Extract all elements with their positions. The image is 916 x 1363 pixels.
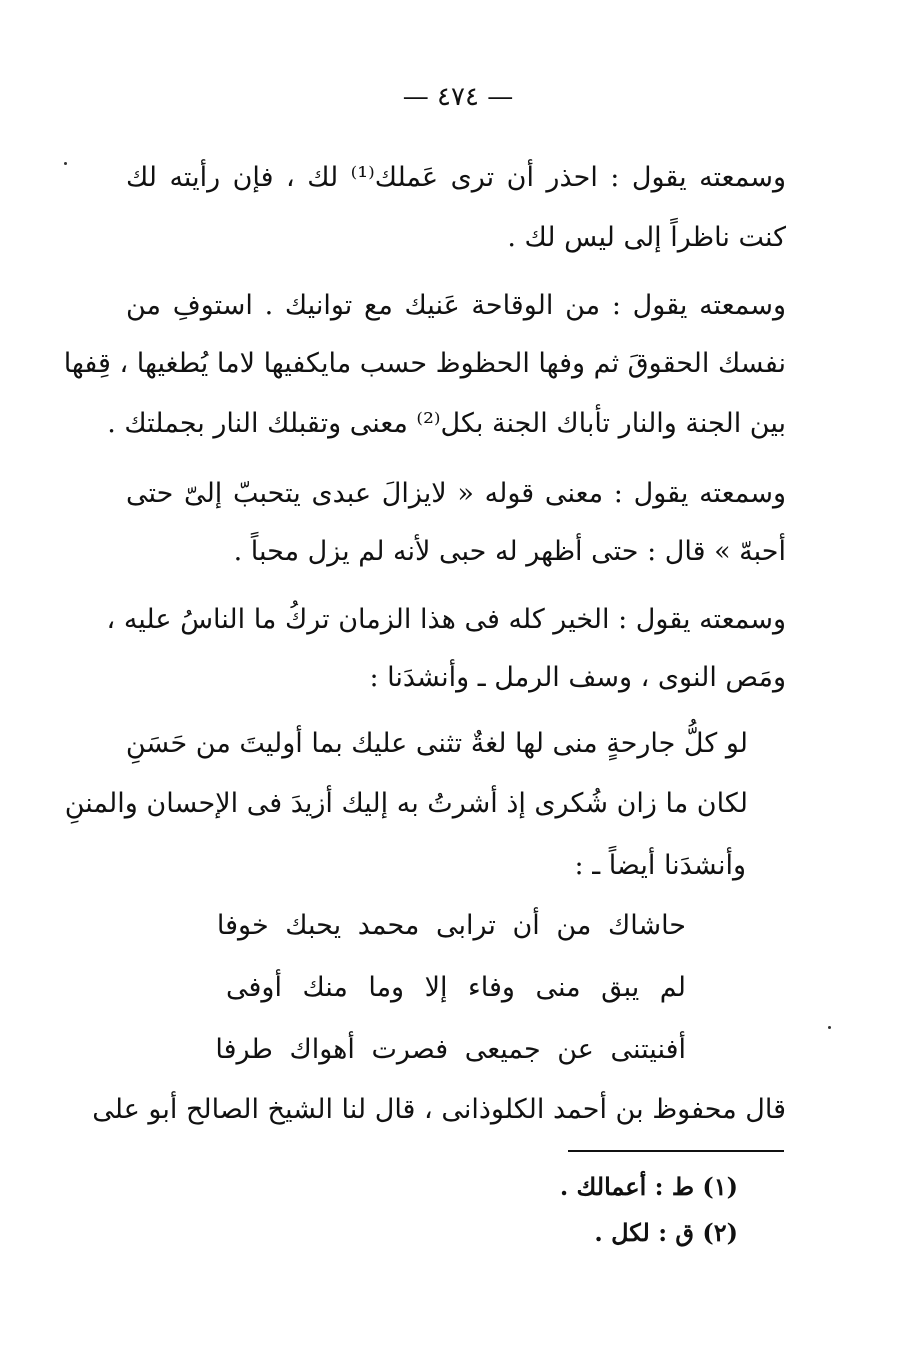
paper-speck bbox=[828, 1026, 831, 1029]
poem-verse-3: أفنيتنى عن جميعى فصرت أهواك طرفا bbox=[215, 1034, 686, 1065]
body-line-1: وسمعته يقول : احذر أن ترى عَملك⁽¹⁾ لك ، فإن رأيته لك bbox=[126, 162, 786, 193]
poem-verse-2: لم يبق منى وفاء إلا وما منك أوفى bbox=[226, 972, 686, 1003]
paper-speck bbox=[64, 162, 67, 165]
body-line-4: نفسك الحقوقَ ثم وفها الحظوظ حسب مايكفيها لاما يُطغيها ، قِفها bbox=[63, 348, 786, 379]
body-line-6: وسمعته يقول : معنى قوله « لايزالَ عبدى يتحببّ إلىّ حتى bbox=[126, 478, 786, 509]
footnote-1: (١) ط : أعمالك . bbox=[559, 1172, 738, 1201]
couplet-verse-2: لكان ما زان شُكرى إذ أشرتُ به إليك أزيدَ فى الإحسان والمننِ bbox=[64, 788, 748, 819]
footnote-2: (٢) ق : لكل . bbox=[594, 1218, 738, 1247]
body-line-9: ومَص النوى ، وسف الرمل ـ وأنشدَنا : bbox=[369, 662, 786, 693]
body-line-3: وسمعته يقول : من الوقاحة عَنيك مع توانيك . استوفِ من bbox=[126, 290, 786, 321]
body-line-8: وسمعته يقول : الخير كله فى هذا الزمان تركُ ما الناسُ عليه ، bbox=[106, 604, 786, 635]
couplet-verse-1: لو كلُّ جارحةٍ منى لها لغةٌ تثنى عليك بما أوليتَ من حَسَنِ bbox=[125, 728, 748, 759]
poem-verse-1: حاشاك من أن ترابى محمد يحبك خوفا bbox=[216, 910, 686, 941]
footnote-divider bbox=[568, 1150, 784, 1152]
body-line-7: أحبهّ » قال : حتى أظهر له حبى لأنه لم يزل محباً . bbox=[233, 536, 786, 567]
body-line-5: بين الجنة والنار تأباك الجنة بكل⁽²⁾ معنى وتقبلك النار بجملتك . bbox=[107, 408, 786, 439]
poem-intro: وأنشدَنا أيضاً ـ : bbox=[574, 850, 746, 881]
closing-line: قال محفوظ بن أحمد الكلوذانى ، قال لنا الشيخ الصالح أبو على bbox=[92, 1094, 786, 1125]
body-line-2: كنت ناظراً إلى ليس لك . bbox=[507, 222, 786, 253]
page-number: — ٤٧٤ — bbox=[402, 82, 514, 112]
